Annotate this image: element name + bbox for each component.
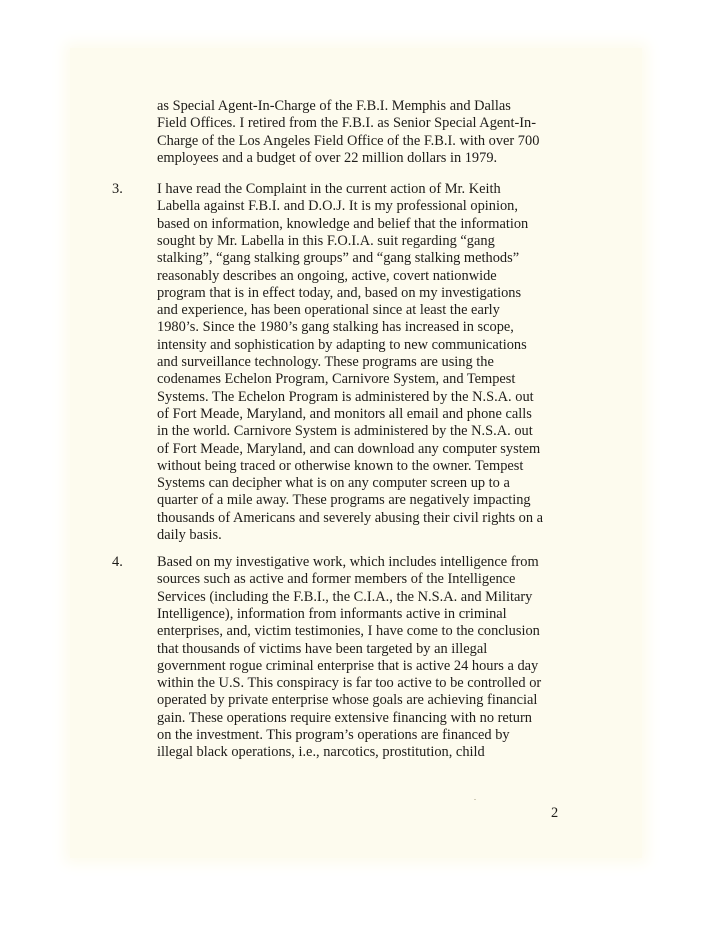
paragraph-line: Field Offices. I retired from the F.B.I. as Senior Special Agent-In- — [157, 115, 537, 132]
paragraph-line: stalking”, “gang stalking groups” and “gang stalking methods” — [157, 250, 520, 267]
paragraph-line: sought by Mr. Labella in this F.O.I.A. suit regarding “gang — [157, 232, 495, 249]
page-number: 2 — [551, 805, 559, 821]
paragraph-line: and surveillance technology. These programs are using the — [157, 354, 494, 370]
paragraph-line: Systems. The Echelon Program is administered by the N.S.A. out — [157, 388, 534, 405]
paragraph-line: quarter of a mile away. These programs are negatively impacting — [157, 492, 531, 509]
paragraph-line: program that is in effect today, and, based on my investigations — [157, 284, 522, 301]
paragraph-line: daily basis. — [157, 527, 222, 543]
paragraph-line: that thousands of victims have been targeted by an illegal — [157, 640, 488, 657]
paragraph-line: without being traced or otherwise known to the owner. Tempest — [157, 457, 524, 474]
paragraph-line: of Fort Meade, Maryland, and monitors all email and phone calls — [157, 405, 532, 422]
paragraph-number: 4. — [112, 554, 123, 570]
paragraph-line: employees and a budget of over 22 million dollars in 1979. — [157, 149, 498, 166]
paragraph-line: gain. These operations require extensive financing with no return — [157, 709, 532, 726]
paragraph-line: Based on my investigative work, which includes intelligence from — [157, 554, 539, 570]
paragraph-line: reasonably describes an ongoing, active, covert nationwide — [157, 267, 497, 284]
paper-speck — [474, 799, 476, 800]
paragraph-line: of Fort Meade, Maryland, and can download any computer system — [157, 440, 541, 457]
paragraph-line: intensity and sophistication by adapting to new communications — [157, 336, 527, 353]
paragraph-line: illegal black operations, i.e., narcotics, prostitution, child — [157, 744, 485, 761]
paragraph-line: Labella against F.B.I. and D.O.J. It is my professional opinion, — [157, 198, 518, 215]
paragraph-line: in the world. Carnivore System is administered by the N.S.A. out — [157, 423, 533, 440]
paragraph-line: codenames Echelon Program, Carnivore System, and Tempest — [157, 371, 516, 388]
paragraph-line: operated by private enterprise whose goals are achieving financial — [157, 692, 538, 709]
paragraph-line: enterprises, and, victim testimonies, I have come to the conclusion — [157, 623, 540, 640]
paragraph-line: Charge of the Los Angeles Field Office of the F.B.I. with over 700 — [157, 132, 540, 149]
paragraph-line: Systems can decipher what is on any computer screen up to a — [157, 475, 510, 492]
paragraph-line: Intelligence), information from informants active in criminal — [157, 605, 507, 622]
paragraph-line: within the U.S. This conspiracy is far too active to be controlled or — [157, 675, 542, 692]
paragraph-line: government rogue criminal enterprise that is active 24 hours a day — [157, 657, 539, 674]
paragraph-line: I have read the Complaint in the current action of Mr. Keith — [157, 181, 501, 197]
paragraph-number: 3. — [112, 181, 123, 197]
paragraph-line: thousands of Americans and severely abusing their civil rights on a — [157, 509, 544, 526]
paragraph-line: 1980’s. Since the 1980’s gang stalking has increased in scope, — [157, 319, 514, 336]
paragraph-line: sources such as active and former members of the Intelligence — [157, 571, 516, 588]
paragraph-line: based on information, knowledge and belief that the information — [157, 215, 529, 232]
paragraph-line: and experience, has been operational since at least the early — [157, 302, 500, 319]
paragraph-line: as Special Agent-In-Charge of the F.B.I. Memphis and Dallas — [157, 98, 511, 114]
paragraph-line: on the investment. This program’s operations are financed by — [157, 727, 510, 743]
paragraph-line: Services (including the F.B.I., the C.I.A., the N.S.A. and Military — [157, 588, 533, 605]
